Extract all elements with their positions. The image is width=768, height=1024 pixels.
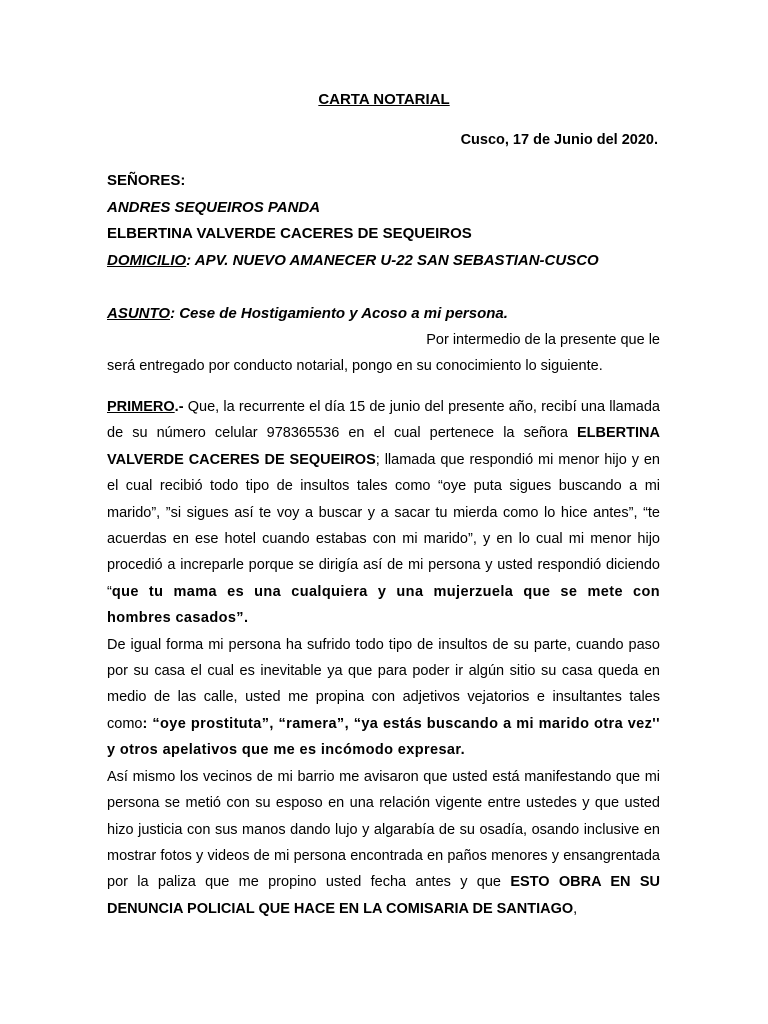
primero-name: ELBERTINA VALVERDE CACERES DE SEQUEIROS <box>107 425 660 468</box>
primero-quote: que tu mama es una cualquiera y una mujerzuela que se mete con hombres casados”. <box>107 583 660 627</box>
document-date: Cusco, 17 de Junio del 2020. <box>460 132 658 148</box>
intro-block <box>107 327 660 380</box>
domicilio-value: : APV. NUEVO AMANECER U-22 SAN SEBASTIAN-CUSCO <box>186 252 599 269</box>
document-title: CARTA NOTARIAL <box>318 91 450 108</box>
vecinos-bold: ESTO OBRA EN SU DENUNCIA POLICIAL QUE HACE EN LA COMISARIA DE SANTIAGO <box>107 874 660 917</box>
domicilio-line <box>107 252 599 269</box>
addressee-2: ELBERTINA VALVERDE CACERES DE SEQUEIROS <box>107 225 472 242</box>
addressee-1: ANDRES SEQUEIROS PANDA <box>107 199 321 216</box>
igual-forma-text: De igual forma mi persona ha sufrido todo tipo de insultos de su parte, cuando paso por su casa el cual es inevitable ya que para poder ir algún sitio su casa queda en medio de las calle, usted me propina con adjetivos vejatorios e insultantes tales como <box>107 636 660 732</box>
primero-label: PRIMERO <box>107 399 175 415</box>
vecinos-end: , <box>573 900 578 917</box>
asunto-label: ASUNTO <box>107 305 171 322</box>
paragraph-vecinos <box>107 764 660 922</box>
intro-line-2: será entregado por conducto notarial, pongo en su conocimiento lo siguiente. <box>107 358 603 375</box>
primero-text-b: ; llamada que respondió mi menor hijo y en el cual recibió todo tipo de insultos tales como “oye puta sigues buscando a mi marido”, ”si sigues así te voy a buscar y a sacar tu mierda como lo hice antes”, “te acuerdas en ese hotel cuando estabas con mi marido”, y en lo cual mi menor hijo procedió a increparle porque se dirigía así de mi persona y usted respondió diciendo “ <box>107 451 660 600</box>
domicilio-label: DOMICILIO <box>107 252 187 269</box>
asunto-line <box>107 305 508 322</box>
paragraph-primero <box>107 394 660 632</box>
igual-forma-quote: : “oye prostituta”, “ramera”, “ya estás buscando a mi marido otra vez'' y otros apelativos que me es incómodo expresar. <box>107 715 660 759</box>
primero-separator: .- <box>174 399 184 415</box>
paragraph-igual-forma <box>107 632 660 764</box>
intro-line-1: Por intermedio de la presente que le <box>426 332 660 348</box>
asunto-value: : Cese de Hostigamiento y Acoso a mi persona. <box>170 305 508 322</box>
body-block <box>107 394 660 922</box>
vecinos-text: Así mismo los vecinos de mi barrio me avisaron que usted está manifestando que mi persona se metió con su esposo en una relación vigente entre ustedes y que usted hizo justicia con sus manos dando lujo y algarabía de su osadía, osando inclusive en mostrar fotos y videos de mi persona encontrada en paños menores y ensangrentada por la paliza que me propino usted fecha antes y que <box>107 768 660 891</box>
senores-heading: SEÑORES: <box>107 172 186 189</box>
primero-text-a: Que, la recurrente el día 15 de junio del presente año, recibí una llamada de su número celular 978365536 en el cual pertenece la señora <box>107 399 660 442</box>
